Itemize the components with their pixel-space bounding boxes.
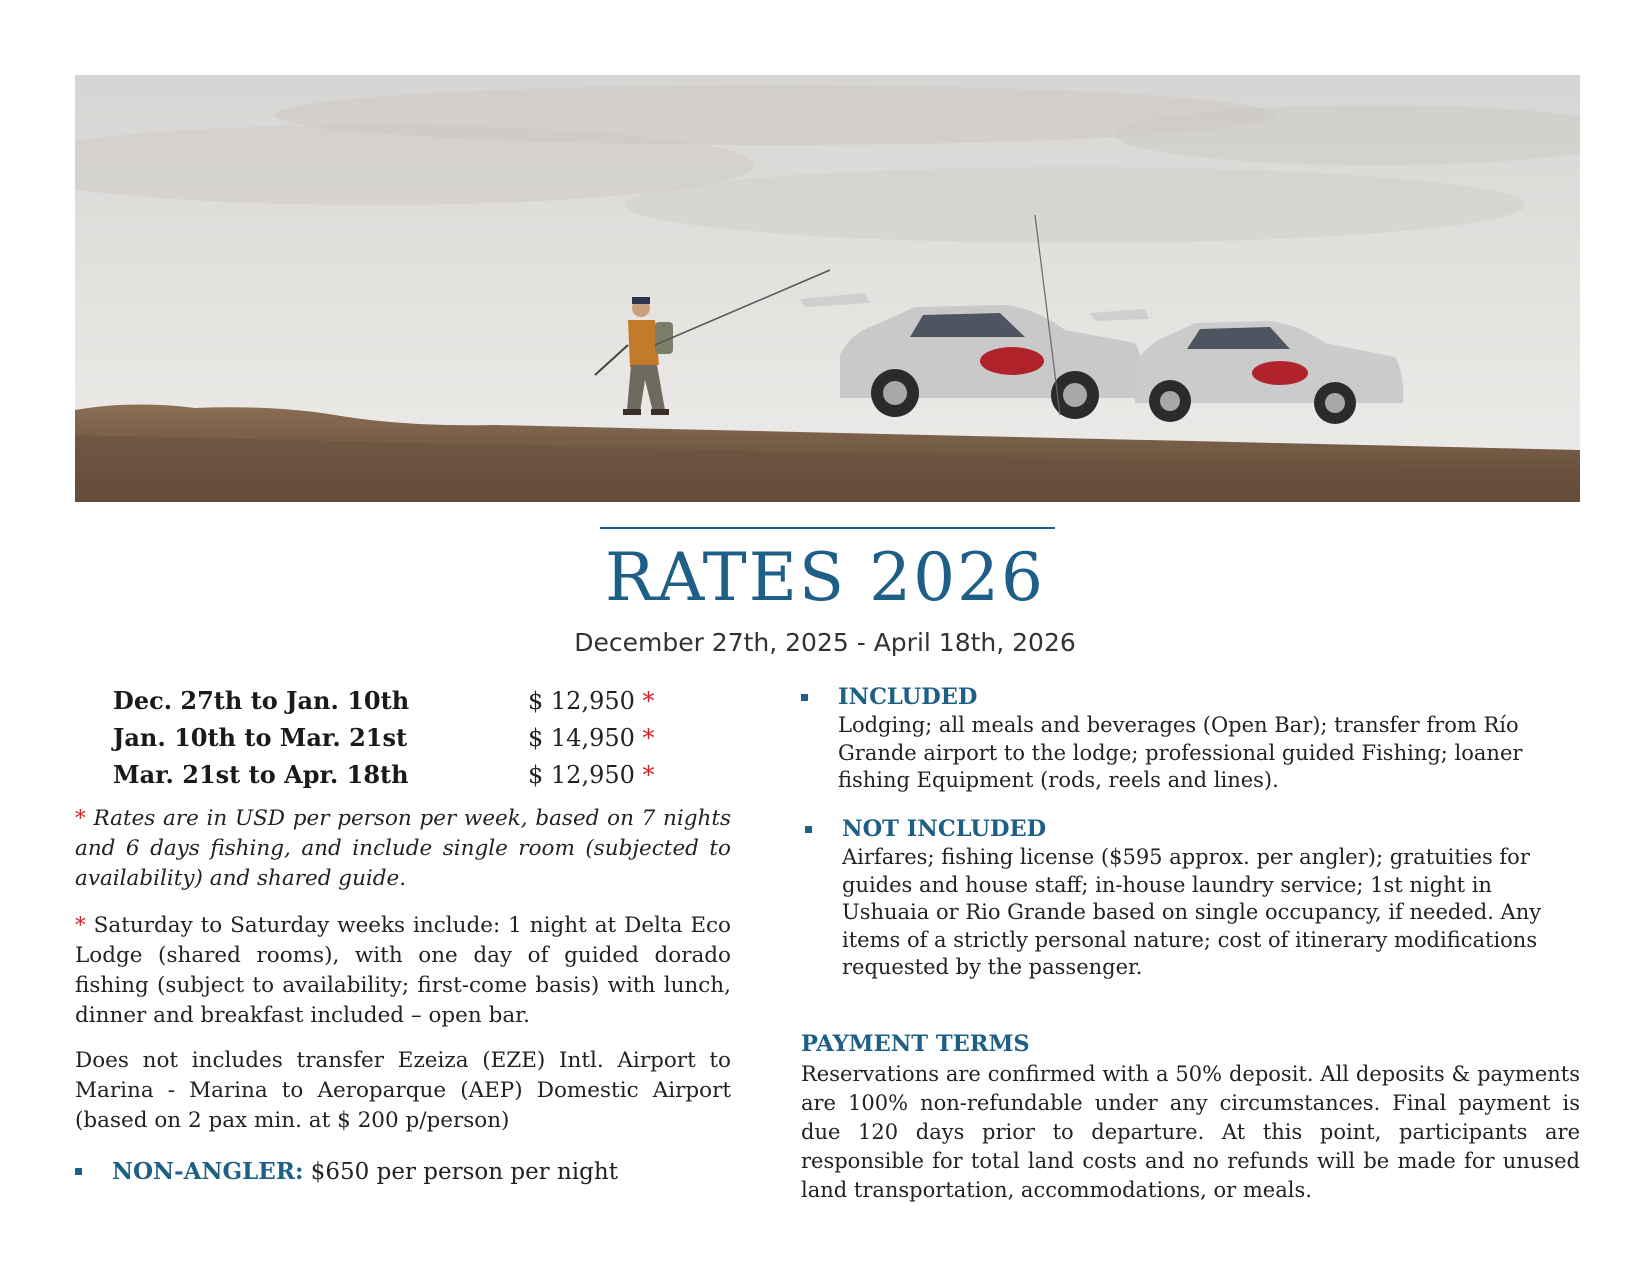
bullet-icon bbox=[75, 1168, 82, 1175]
saturday-note-text: Saturday to Saturday weeks include: 1 night at Delta Eco Lodge (shared rooms), with one day of guided dorado fishing (subject to availability; first-come basis) with lunch, dinner and breakfast included – open bar. bbox=[75, 913, 731, 1028]
bullet-icon bbox=[805, 826, 812, 833]
rate-price-value: $ 14,950 bbox=[528, 723, 635, 752]
page-title: RATES 2026 bbox=[604, 539, 1046, 616]
rates-note-text: Rates are in USD per person per week, based on 7 nights and 6 days fishing, and include single room (subjected to availability) and shared guide. bbox=[75, 806, 731, 891]
payment-terms-text: Reservations are confirmed with a 50% deposit. All deposits & payments are 100% non-refundable under any circumstances. Final payment is due 120 days prior to departure. At this point, participants are responsible for total land costs and no refunds will be made for unused land transportation, accommodations, or meals. bbox=[801, 1062, 1580, 1202]
rate-row bbox=[113, 719, 693, 756]
hero-illustration bbox=[75, 75, 1580, 502]
rate-asterisk: * bbox=[642, 760, 655, 789]
season-dates: December 27th, 2025 - April 18th, 2026 bbox=[574, 628, 1076, 657]
included-section bbox=[801, 682, 1581, 795]
title-rule bbox=[600, 527, 1055, 529]
not-included-section bbox=[805, 814, 1585, 982]
rate-price bbox=[528, 724, 655, 752]
rates-note bbox=[75, 804, 731, 894]
payment-terms-heading: PAYMENT TERMS bbox=[801, 1031, 1030, 1057]
non-angler-text: $650 per person per night bbox=[303, 1158, 618, 1185]
rate-row bbox=[113, 682, 693, 719]
rate-period: Dec. 27th to Jan. 10th bbox=[113, 686, 410, 715]
included-heading bbox=[801, 682, 1581, 712]
non-angler-label: NON-ANGLER: bbox=[112, 1158, 304, 1185]
included-heading-text: INCLUDED bbox=[838, 684, 978, 710]
rate-price bbox=[528, 761, 655, 789]
included-text: Lodging; all meals and beverages (Open Bar); transfer from Río Grande airport to the lodge; professional guided Fishing; loaner fishing Equipment (rods, reels and lines). bbox=[838, 713, 1523, 792]
not-included-heading bbox=[805, 814, 1585, 844]
rate-price bbox=[528, 687, 655, 715]
saturday-note bbox=[75, 911, 731, 1031]
bullet-icon bbox=[801, 694, 808, 701]
not-included-text: Airfares; fishing license ($595 approx. per angler); gratuities for guides and house staff; in-house laundry service; 1st night in Ushuaia or Rio Grande based on single occupancy, if needed. Any items of a strictly personal nature; cost of itinerary modifications requested by the passenger. bbox=[842, 845, 1542, 979]
rate-row bbox=[113, 756, 693, 793]
rate-period: Jan. 10th to Mar. 21st bbox=[113, 723, 408, 752]
note-asterisk: * bbox=[75, 913, 86, 938]
rate-price-value: $ 12,950 bbox=[528, 686, 635, 715]
rate-asterisk: * bbox=[642, 686, 655, 715]
not-included-heading-text: NOT INCLUDED bbox=[842, 816, 1047, 842]
hero-photo bbox=[75, 75, 1580, 502]
rates-table bbox=[113, 682, 693, 793]
transfer-note: Does not includes transfer Ezeiza (EZE) Intl. Airport to Marina - Marina to Aeroparque (AEP) Domestic Airport (based on 2 pax min. at $ 200 p/person) bbox=[75, 1048, 731, 1133]
rate-price-value: $ 12,950 bbox=[528, 760, 635, 789]
note-asterisk: * bbox=[75, 806, 86, 831]
rate-asterisk: * bbox=[642, 723, 655, 752]
rate-period: Mar. 21st to Apr. 18th bbox=[113, 760, 409, 789]
non-angler-item bbox=[75, 1158, 618, 1185]
